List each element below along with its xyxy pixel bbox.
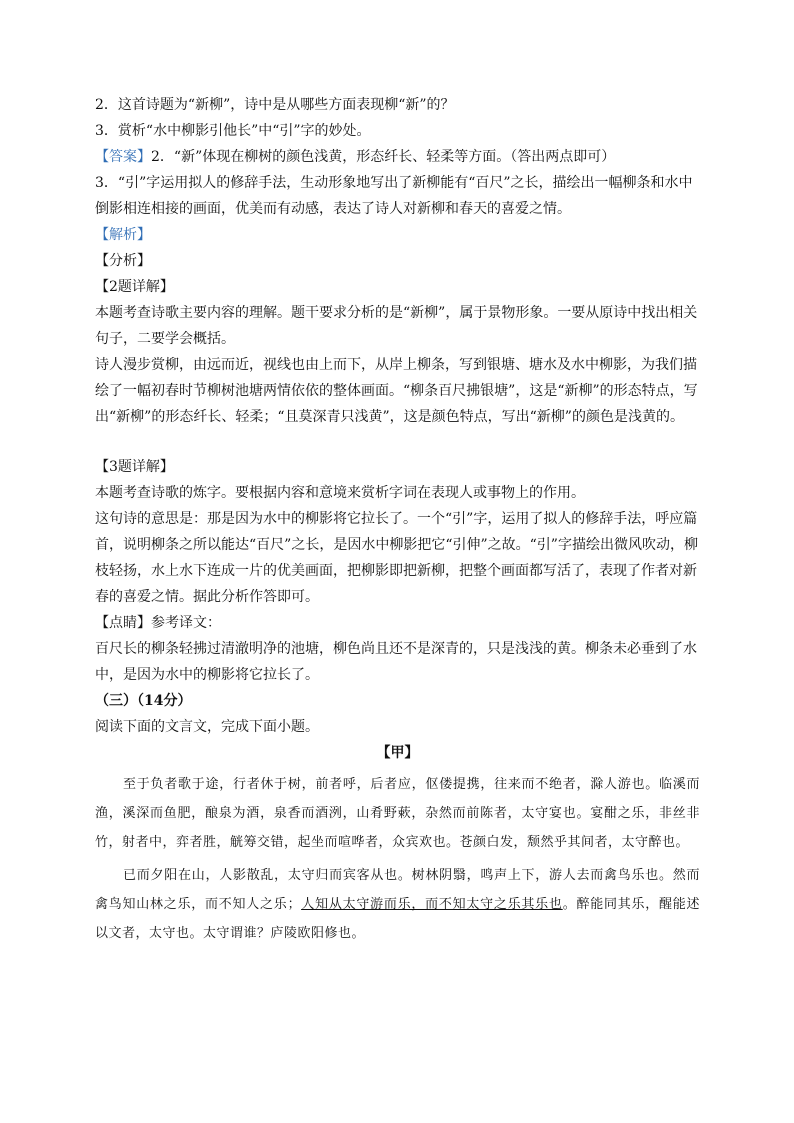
dianjing-heading: 【点睛】参考译文： [95, 615, 221, 631]
answer-label: 【答案】 [95, 149, 151, 165]
spacer [95, 430, 700, 454]
passage-p2-part-a: 已而夕阳在山，人影散乱，太守归而宾客从也。树林阴翳，鸣声上下，游人去而禽鸟乐也。然而禽鸟知山林之乐，而不知人之乐； [95, 868, 700, 912]
q2-detail-para-1: 本题考查诗歌主要内容的理解。题干要求分析的是“新柳”，属于景物形象。一要从原诗中找出相关句子，二要学会概括。 [95, 305, 698, 347]
answer-2 [95, 144, 700, 170]
q2-detail-para-2: 诗人漫步赏柳，由远而近，视线也由上而下，从岸上柳条，写到银塘、塘水及水中柳影，为我们描绘了一幅初春时节柳树池塘两情依依的整体画面。“柳条百尺拂银塘”，这是“新柳”的形态特点，写出“新柳”的形态纤长、轻柔；“且莫深青只浅黄”，这是颜色特点，写出“新柳”的颜色是浅黄的。 [95, 357, 698, 425]
answer-2-text: 2．“新”体现在柳树的颜色浅黄，形态纤长、轻柔等方面。（答出两点即可） [151, 149, 616, 165]
passage-paragraph-2 [95, 861, 700, 948]
q3-detail-para-2: 这句诗的意思是：那是因为水中的柳影将它拉长了。一个“引”字，运用了拟人的修辞手法，呼应篇首，说明柳条之所以能达“百尺”之长，是因水中柳影把它“引伸”之故。“引”字描绘出微风吹动，柳枝轻扬，水上水下连成一片的优美画面，把柳影即把新柳，把整个画面都写活了，表现了作者对新春的喜爱之情。据此分析作答即可。 [95, 511, 698, 605]
analysis-heading: 【分析】 [95, 253, 151, 269]
q3-detail-para-1: 本题考查诗歌的炼字。要根据内容和意境来赏析字词在表现人或事物上的作用。 [95, 485, 585, 501]
passage-p2-part-b: 。醉能同其乐，醒能述以文者，太守也。太守谓谁？庐陵欧阳修也。 [95, 897, 700, 941]
q2-detail-heading: 【2题详解】 [95, 279, 174, 295]
analysis-label: 【解析】 [95, 227, 151, 243]
q3-detail-heading: 【3题详解】 [95, 459, 174, 475]
section-3-instruction: 阅读下面的文言文，完成下面小题。 [95, 719, 319, 735]
answer-3: 3．“引”字运用拟人的修辞手法，生动形象地写出了新柳能有“百尺”之长，描绘出一幅柳条和水中倒影相连相接的画面，优美而有动感，表达了诗人对新柳和春天的喜爱之情。 [95, 175, 693, 217]
passage-paragraph-1: 至于负者歌于途，行者休于树，前者呼，后者应，伛偻提携，往来而不绝者，滁人游也。临溪而渔，溪深而鱼肥，酿泉为酒，泉香而酒洌，山肴野蔌，杂然而前陈者，太守宴也。宴酣之乐，非丝非竹，射者中，弈者胜，觥筹交错，起坐而喧哗者，众宾欢也。苍颜白发，颓然乎其间者，太守醉也。 [95, 777, 700, 850]
translation: 百尺长的柳条轻拂过清澈明净的池塘，柳色尚且还不是深青的，只是浅浅的黄。柳条未必垂到了水中，是因为水中的柳影将它拉长了。 [95, 641, 697, 683]
document-page [95, 92, 700, 948]
question-2: 2．这首诗题为“新柳”，诗中是从哪些方面表现柳“新”的？ [95, 97, 455, 113]
underlined-sentence: 人知从太守游而乐，而不知太守之乐其乐也 [301, 897, 563, 912]
section-3-heading: （三）（14分） [95, 693, 192, 709]
passage-jia-label: 【甲】 [376, 745, 419, 761]
question-3: 3．赏析“水中柳影引他长”中“引”字的妙处。 [95, 123, 371, 139]
